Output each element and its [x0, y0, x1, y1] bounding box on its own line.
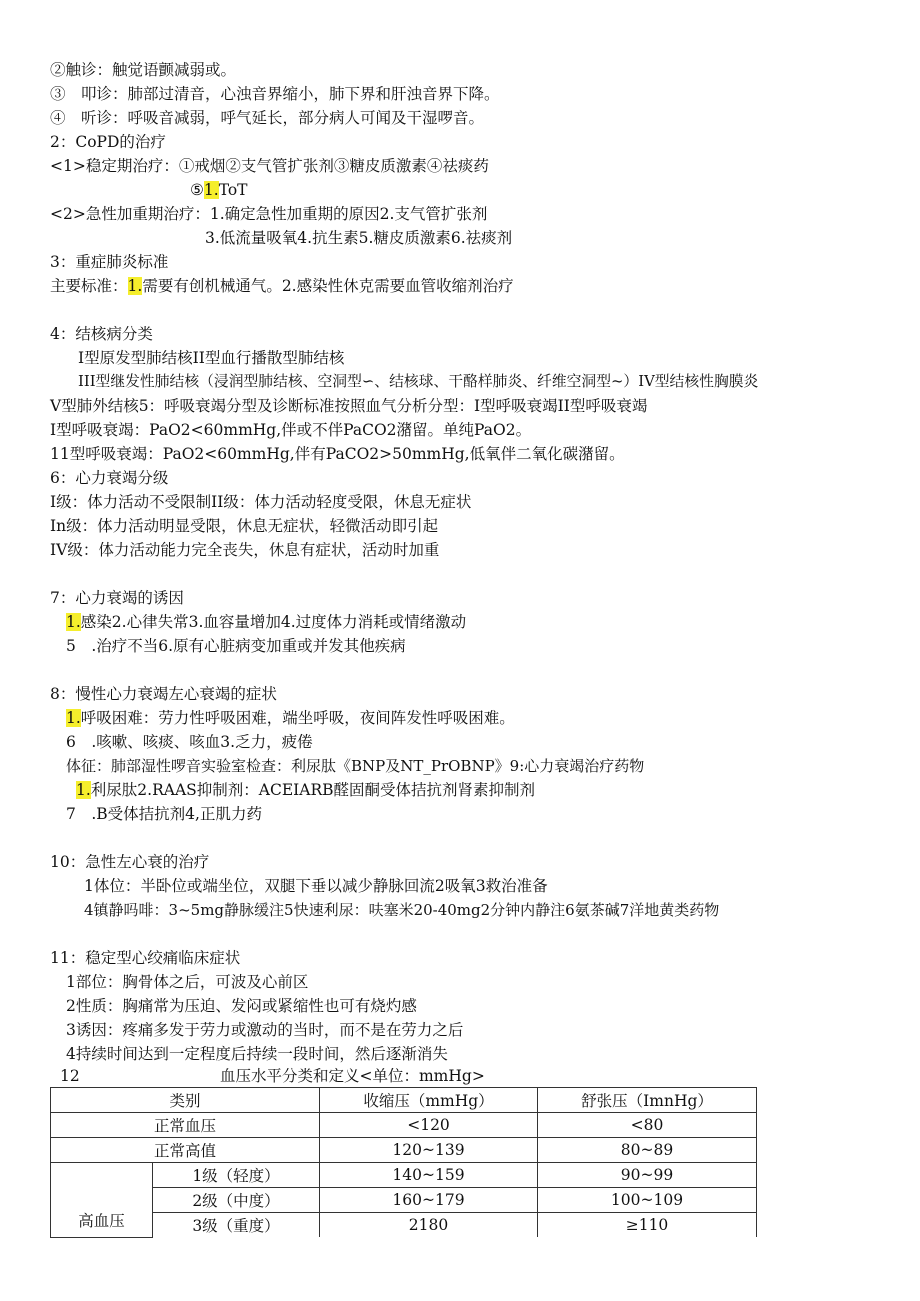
table-row [51, 1138, 757, 1163]
text-span: ToT [218, 181, 248, 199]
text-line [66, 708, 515, 728]
section-heading: 3：重症肺炎标准 [50, 253, 169, 271]
text-line: 3诱因：疼痛多发于劳力或激动的当时，而不是在劳力之后 [66, 1021, 464, 1039]
table-cell: 160~179 [320, 1188, 538, 1213]
text-line: ④ 听诊：呼吸音减弱，呼气延长，部分病人可闻及干湿啰音。 [50, 109, 485, 127]
section-heading: 6：心力衰竭分级 [50, 469, 169, 487]
text-line: <1>稳定期治疗：①戒烟②支气管扩张剂③糖皮质激素④祛痰药 [50, 157, 489, 175]
table-caption: 血压水平分类和定义<单位：mmHg> [220, 1067, 485, 1085]
text-span: 感染2.心律失常3.血容量增加4.过度体力消耗或情绪激动 [80, 613, 467, 631]
text-line: V型肺外结核5：呼吸衰竭分型及诊断标准按照血气分析分型：I型呼吸衰竭II型呼吸衰竭 [50, 397, 648, 415]
table-header-cell: 收缩压（mmHg） [320, 1088, 538, 1113]
table-cell: <80 [538, 1113, 757, 1138]
section-heading: 10：急性左心衰的治疗 [50, 853, 210, 871]
table-cell: 3级（重度） [153, 1213, 320, 1238]
table-group-cell: 高血压 [51, 1163, 153, 1238]
section-number: 12 [60, 1067, 80, 1085]
text-line: ③ 叩诊：肺部过清音，心浊音界缩小，肺下界和肝浊音界下降。 [50, 85, 500, 103]
text-line: 4持续时间达到一定程度后持续一段时间，然后逐渐消失 [66, 1045, 448, 1063]
highlighted-number: 1. [66, 613, 81, 631]
table-row [51, 1113, 757, 1138]
text-line [190, 180, 248, 200]
text-line: IV级：体力活动能力完全丧失，休息有症状，活动时加重 [50, 541, 440, 559]
table-cell: 正常高值 [51, 1138, 320, 1163]
table-cell: 140~159 [320, 1163, 538, 1188]
text-line: III型继发性肺结核（浸润型肺结核、空洞型∽、结核球、干酪样肺炎、纤维空洞型~）IV型结核性胸膜炎 [78, 373, 759, 390]
text-span: 主要标准： [50, 277, 128, 295]
text-line [50, 276, 514, 296]
blood-pressure-table [50, 1087, 757, 1238]
table-header-cell: 舒张压（ImnHg） [538, 1088, 757, 1113]
table-cell: 正常血压 [51, 1113, 320, 1138]
highlighted-number: 1. [76, 781, 91, 799]
text-span: 需要有创机械通气。2.感染性休克需要血管收缩剂治疗 [142, 277, 514, 295]
text-line: 7 .B受体拮抗剂4,正肌力药 [66, 805, 262, 823]
text-line: In级：体力活动明显受限，休息无症状，轻微活动即引起 [50, 517, 439, 535]
section-heading: 2：CoPD的治疗 [50, 133, 166, 151]
text-line: 2性质：胸痛常为压迫、发闷或紧缩性也可有烧灼感 [66, 997, 417, 1015]
table-cell: 90~99 [538, 1163, 757, 1188]
table-cell: 2级（中度） [153, 1188, 320, 1213]
text-line: 5 .治疗不当6.原有心脏病变加重或并发其他疾病 [66, 637, 406, 655]
section-heading: 7：心力衰竭的诱因 [50, 589, 184, 607]
text-line: 1体位：半卧位或端坐位，双腿下垂以减少静脉回流2吸氧3救治准备 [84, 877, 548, 895]
text-span: 利尿肽2.RAAS抑制剂：ACEIARB醛固酮受体拮抗剂肾素抑制剂 [90, 781, 536, 799]
table-cell: ≥110 [538, 1213, 757, 1238]
highlighted-number: 1. [127, 277, 143, 295]
text-line: 3.低流量吸氧4.抗生素5.糖皮质激素6.祛痰剂 [205, 229, 513, 247]
table-cell: 1级（轻度） [153, 1163, 320, 1188]
table-header-row [51, 1088, 757, 1113]
table-header-cell: 类别 [51, 1088, 320, 1113]
text-line: 体征：肺部湿性啰音实验室检查：利尿肽《BNP及NT_PrOBNP》9:心力衰竭治疗药物 [66, 757, 645, 775]
text-line: 6 .咳嗽、咳痰、咳血3.乏力，疲倦 [66, 733, 313, 751]
table-cell: <120 [320, 1113, 538, 1138]
text-line: I型呼吸衰竭：PaO2<60mmHg,伴或不伴PaCO2潴留。单纯PaO2。 [50, 421, 532, 439]
text-line: 4镇静吗啡：3~5mg静脉缓注5快速利尿：呋塞米20-40mg2分钟内静注6氨茶碱7洋地黄类药物 [84, 901, 720, 919]
table-cell: 120~139 [320, 1138, 538, 1163]
table-row [51, 1188, 757, 1213]
table-cell: 80~89 [538, 1138, 757, 1163]
text-line [76, 780, 535, 800]
text-span: 呼吸困难：劳力性呼吸困难，端坐呼吸，夜间阵发性呼吸困难。 [80, 709, 515, 727]
table-row [51, 1163, 757, 1188]
highlighted-number: 1. [203, 181, 219, 199]
table-cell: 100~109 [538, 1188, 757, 1213]
highlighted-number: 1. [66, 709, 81, 727]
section-heading: 8：慢性心力衰竭左心衰竭的症状 [50, 685, 277, 703]
section-heading: 4：结核病分类 [50, 325, 153, 343]
text-line: I级：体力活动不受限制II级：体力活动轻度受限，休息无症状 [50, 493, 472, 511]
text-span: ⑤ [190, 181, 204, 199]
text-line: <2>急性加重期治疗：1.确定急性加重期的原因2.支气管扩张剂 [50, 205, 488, 223]
text-line: 11型呼吸衰竭：PaO2<60mmHg,伴有PaCO2>50mmHg,低氧伴二氧化碳潴留。 [50, 445, 625, 463]
text-line [66, 612, 466, 632]
text-line: I型原发型肺结核II型血行播散型肺结核 [78, 349, 345, 367]
section-heading: 11：稳定型心绞痛临床症状 [50, 949, 241, 967]
text-line: ②触诊：触觉语颤减弱或。 [50, 61, 237, 79]
table-cell: 2180 [320, 1213, 538, 1238]
text-line: 1部位：胸骨体之后，可波及心前区 [66, 973, 309, 991]
table-row [51, 1213, 757, 1238]
